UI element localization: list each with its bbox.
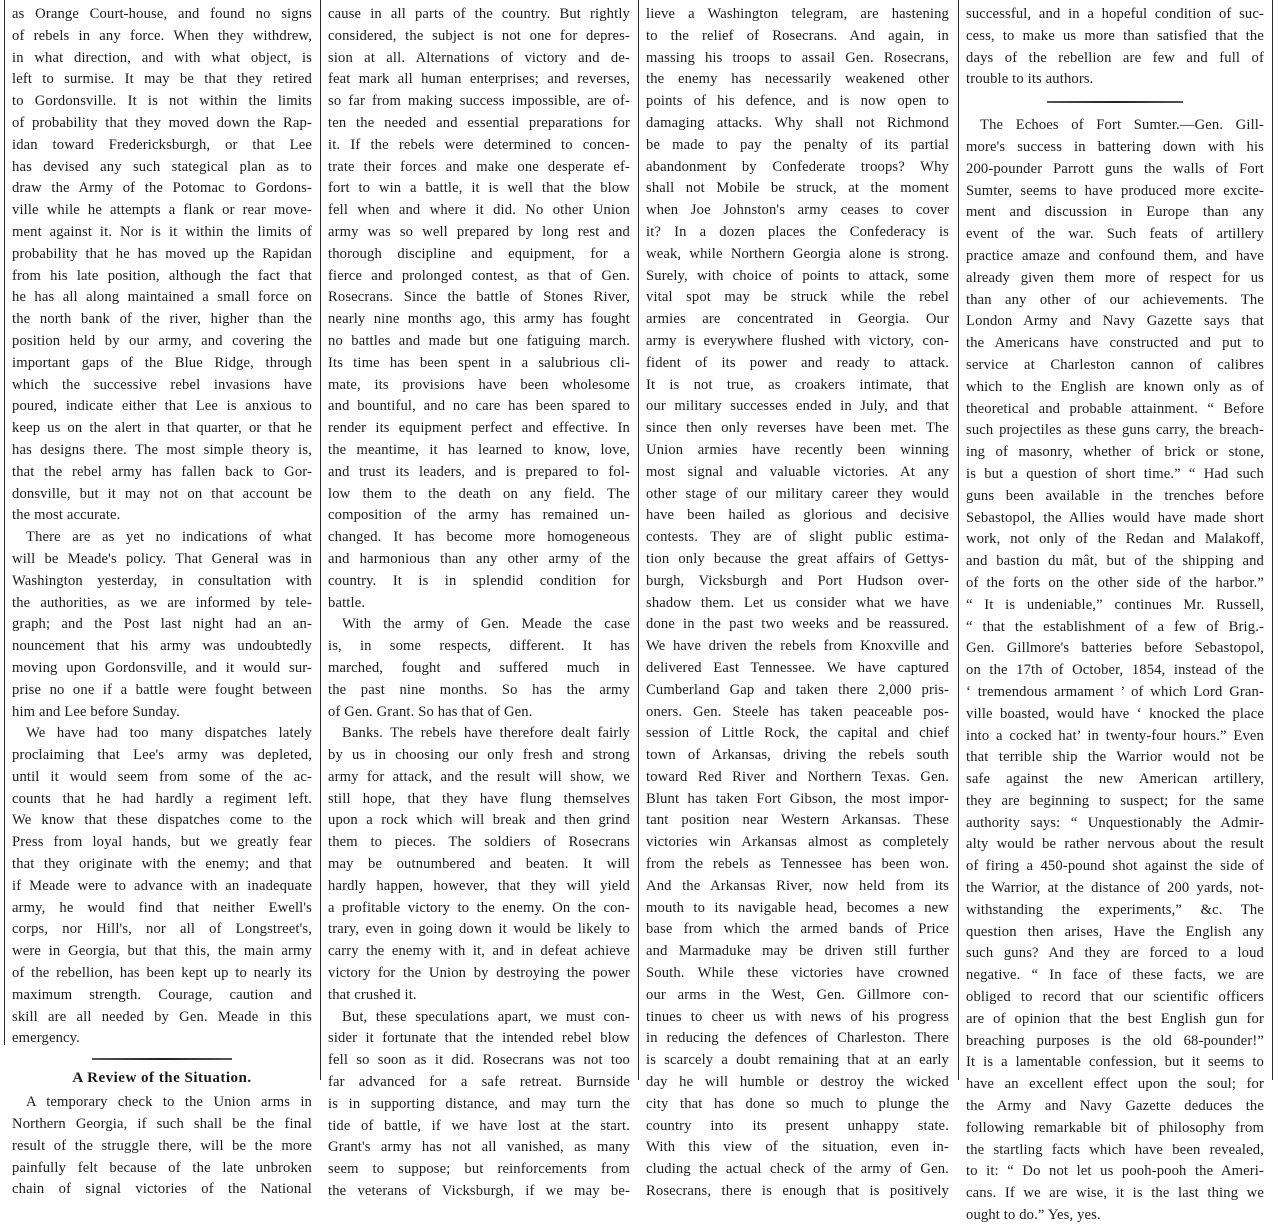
- text-line: Union armies have recently been winning: [646, 441, 949, 458]
- text-line: With this view of the situation, even in-: [646, 1139, 949, 1156]
- text-line: Blunt has taken Fort Gibson, the most impor-: [646, 790, 949, 807]
- text-line: trary, even in going down it would be likely to: [328, 921, 630, 938]
- text-line: tide of battle, if we have lost at the start.: [328, 1117, 630, 1134]
- text-line: carry the enemy with it, and in defeat achieve: [328, 943, 630, 960]
- text-line: tant position near Western Arkansas. These: [646, 812, 949, 829]
- text-line: A temporary check to the Union arms in: [26, 1094, 312, 1111]
- text-line: since then only reverses have been met. The: [646, 420, 949, 437]
- text-line: feat mark all human enterprises; and reverses,: [328, 71, 630, 88]
- text-line: work, not only of the Redan and Malakoff,: [966, 531, 1264, 548]
- text-line: city that has done so much to plunge the: [646, 1095, 949, 1112]
- column-rule-2: [638, 0, 639, 1080]
- text-line: fierce and prolonged contest, as that of Gen.: [328, 267, 630, 284]
- text-line: ing of masonry, whether of brick or stone,: [966, 444, 1264, 461]
- text-line: counts that he had hardly a regiment left.: [12, 790, 312, 807]
- text-line: as Orange Court-house, and found no signs: [12, 6, 312, 22]
- column-1-body-after: [12, 1092, 312, 1201]
- text-line: to it: “ Do not let us pooh-pooh the Ameri-: [966, 1163, 1264, 1180]
- text-line: it? In a dozen places the Confederacy is: [646, 223, 949, 240]
- text-line: session of Little Rock, the capital and chief: [646, 725, 949, 742]
- text-line: abandonment by Confederate troops? Why: [646, 158, 949, 175]
- text-line: chain of signal victories of the National: [12, 1181, 312, 1198]
- text-line: ville while he attempts a flank or rear move-: [12, 202, 312, 219]
- text-line: idan toward Fredericksburgh, or that Lee: [12, 136, 312, 153]
- text-line: that they originate with the enemy; and that: [12, 856, 312, 873]
- text-line: guns been available in the trenches before: [966, 487, 1264, 504]
- text-line: day he will humble or destroy the wicked: [646, 1074, 949, 1091]
- text-line: until it would seem from some of the ac-: [12, 768, 312, 785]
- text-line: and trust its leaders, and is prepared to fol-: [328, 463, 630, 480]
- text-line: Its time has been spent in a salubrious cli-: [328, 354, 630, 371]
- text-line: considered, the subject is not one for depres-: [328, 27, 630, 44]
- text-line: country into its present unhappy state.: [646, 1117, 949, 1134]
- text-line: shadow them. Let us consider what we have: [646, 594, 949, 611]
- text-line: other stage of our military career they would: [646, 485, 949, 502]
- text-line: and bastion du mât, but of the shipping and: [966, 553, 1264, 570]
- text-line: left to surmise. It may be that they retired: [12, 71, 312, 88]
- text-line: battle.: [328, 594, 366, 611]
- text-line: points of his defence, and is now open to: [646, 93, 949, 110]
- text-line: days of the rebellion are few and full of: [966, 49, 1264, 66]
- text-line: safe against the new American artillery,: [966, 771, 1264, 788]
- text-line: most signal and valuable victories. At any: [646, 463, 949, 480]
- text-line: thorough discipline and equipment, for a: [328, 245, 630, 262]
- text-line: low them to the death on any field. The: [328, 485, 630, 502]
- text-line: graph; and the Post last night had an an-: [12, 616, 312, 633]
- text-line: ment against it. Nor is it within the limits of: [12, 223, 312, 240]
- text-line: were in Georgia, but that this, the main army: [12, 943, 312, 960]
- text-line: corps, nor Hill's, nor all of Longstreet's,: [12, 921, 312, 938]
- text-line: lieve a Washington telegram, are hastening: [646, 6, 949, 22]
- text-line: and bountiful, and no care has been spared to: [328, 398, 630, 415]
- text-line: it. If the rebels were determined to concen-: [328, 136, 630, 153]
- text-line: in reducing the defences of Charleston. There: [646, 1030, 949, 1047]
- text-line: which to the English are known only as of: [966, 378, 1264, 395]
- text-line: fort to win a battle, it is well that the blow: [328, 180, 630, 197]
- text-line: practice amaze and confound them, and have: [966, 247, 1264, 264]
- column-4-body: [966, 4, 1264, 91]
- text-line: We know that these dispatches come to the: [12, 812, 312, 829]
- text-line: base from which the armed bands of Price: [646, 921, 949, 938]
- text-line: Sumter, seems to have produced more excite-: [966, 182, 1264, 199]
- text-line: probability that he has moved up the Rapidan: [12, 245, 312, 262]
- text-line: the Warrior, at the distance of 200 yards, not-: [966, 880, 1264, 897]
- text-line: oners. Gen. Steele has taken peaceable pos-: [646, 703, 949, 720]
- text-line: more's success in battering down with his: [966, 138, 1264, 155]
- text-line: result of the struggle there, will be the more: [12, 1137, 312, 1154]
- text-line: be made to pay the penalty of its partial: [646, 136, 949, 153]
- text-line: has designs there. The most simple theory is,: [12, 441, 312, 458]
- text-line: and harmonious than any other army of the: [328, 550, 630, 567]
- text-line: Washington yesterday, in consultation with: [12, 572, 312, 589]
- text-line: is, in some respects, different. It has: [328, 638, 630, 655]
- text-line: Rosecrans, there is enough that is positively: [646, 1183, 949, 1200]
- text-line: into a cocked hat’ in twenty-four hours.” Even: [966, 727, 1264, 744]
- text-line: fident of its power and ready to attack.: [646, 354, 949, 371]
- text-line: that crushed it.: [328, 986, 417, 1003]
- text-line: from his late position, although the fact that: [12, 267, 312, 284]
- text-line: such projectiles as these guns carry, the breach-: [966, 422, 1264, 439]
- text-line: the veterans of Vicksburgh, if we may be-: [328, 1183, 630, 1200]
- text-line: victories win Arkansas almost as completely: [646, 834, 949, 851]
- text-line: South. While these victories have crowned: [646, 965, 949, 982]
- text-line: town of Arkansas, driving the rebels south: [646, 747, 949, 764]
- text-line: render its equipment perfect and effective. In: [328, 420, 630, 437]
- text-line: they are beginning to suspect; for the same: [966, 792, 1264, 809]
- text-line: country. It is in splendid condition for: [328, 572, 630, 589]
- text-line: mate, its provisions have been wholesome: [328, 376, 630, 393]
- text-line: the enemy has necessarily weakened other: [646, 71, 949, 88]
- text-line: “ that the establishment of a few of Brig.-: [966, 618, 1264, 635]
- text-line: the north bank of the river, higher than the: [12, 311, 312, 328]
- text-line: prise no one if a battle were fought between: [12, 681, 312, 698]
- text-line: far advanced for a safe retreat. Burnside: [328, 1074, 630, 1091]
- text-line: Press from loyal hands, but we greatly fear: [12, 834, 312, 851]
- text-line: Sebastopol, the Allies would have made short: [966, 509, 1264, 526]
- text-line: burgh, Vicksburgh and Port Hudson over-: [646, 572, 949, 589]
- text-line: army is everywhere flushed with victory, con-: [646, 332, 949, 349]
- text-line: damaging attacks. Why shall not Richmond: [646, 114, 949, 131]
- text-line: maximum strength. Courage, caution and: [12, 986, 312, 1003]
- text-line: of firing a 450-pound shot against the side of: [966, 858, 1264, 875]
- text-line: sion at all. Alternations of victory and de-: [328, 49, 630, 66]
- text-line: event of the war. Such feats of artillery: [966, 226, 1264, 243]
- text-line: and Marmaduke may be driven still further: [646, 943, 949, 960]
- text-line: of Gen. Grant. So has that of Gen.: [328, 703, 533, 720]
- text-line: trate their forces and make one desperate ef-: [328, 158, 630, 175]
- text-line: if Meade were to advance with an inadequate: [12, 877, 312, 894]
- text-line: There are as yet no indications of what: [26, 529, 312, 546]
- text-line: the past nine months. So has the army: [328, 681, 630, 698]
- text-line: him and Lee before Sunday.: [12, 703, 180, 720]
- text-line: With the army of Gen. Meade the case: [342, 616, 630, 633]
- text-line: which the successive rebel invasions have: [12, 376, 312, 393]
- text-line: painfully felt because of the late unbroken: [12, 1159, 312, 1176]
- text-line: It is a lamentable confession, but it seems to: [966, 1054, 1264, 1071]
- text-line: is but a question of short time.” “ Had such: [966, 465, 1264, 482]
- text-line: will be Meade's policy. That General was in: [12, 550, 312, 567]
- text-line: them to pieces. The soldiers of Rosecrans: [328, 834, 630, 851]
- text-line: the authorities, as we are informed by tele-: [12, 594, 312, 611]
- text-line: weak, while Northern Georgia alone is strong.: [646, 245, 949, 262]
- text-line: the Americans have constructed and put to: [966, 335, 1264, 352]
- text-line: important gaps of the Blue Ridge, through: [12, 354, 312, 371]
- text-line: Rosecrans. Since the battle of Stones River,: [328, 289, 630, 306]
- text-line: question then arises, Have the English any: [966, 923, 1264, 940]
- text-line: donsville, but it may not on that account be: [12, 485, 312, 502]
- column-2-body: [328, 4, 630, 1203]
- text-line: keep us on the alert in that quarter, or that he: [12, 420, 312, 437]
- text-line: 200-pounder Parrott guns the walls of Fort: [966, 160, 1264, 177]
- text-line: already given them more of respect for us: [966, 269, 1264, 286]
- text-line: Northern Georgia, if such shall be the final: [12, 1116, 312, 1133]
- text-line: nouncement that his army was undoubtedly: [12, 638, 312, 655]
- text-line: vital spot may be struck while the rebel: [646, 289, 949, 306]
- text-line: delivered East Tennessee. We have captured: [646, 659, 949, 676]
- text-line: It is not true, as croakers intimate, that: [646, 376, 949, 393]
- text-line: the meantime, it has learned to know, love,: [328, 441, 630, 458]
- text-line: such guns? And they are forced to a loud: [966, 945, 1264, 962]
- column-4-body-after: [966, 115, 1264, 1227]
- article-column-1: [12, 4, 312, 1201]
- text-line: successful, and in a hopeful condition of suc-: [966, 6, 1264, 22]
- text-line: no battles and made but one fatiguing march.: [328, 332, 630, 349]
- text-line: the Army and Navy Gazette deduces the: [966, 1098, 1264, 1115]
- text-line: army for attack, and the result will show, we: [328, 768, 630, 785]
- text-line: withstanding the experiments,” &c. The: [966, 901, 1264, 918]
- text-line: moving upon Gordonsville, and it would sur-: [12, 659, 312, 676]
- text-line: the most accurate.: [12, 507, 121, 524]
- text-line: following remarkable bit of philosophy from: [966, 1119, 1264, 1136]
- column-1-body: [12, 4, 312, 1050]
- text-line: army, he would find that neither Ewell's: [12, 899, 312, 916]
- text-line: that terrible ship the Warrior would not be: [966, 749, 1264, 766]
- text-line: fell when and where it did. No other Union: [328, 202, 630, 219]
- column-rule-left: [4, 0, 5, 1045]
- text-line: marched, fought and suffered much in: [328, 659, 630, 676]
- text-line: seem to suppose; but reinforcements from: [328, 1161, 630, 1178]
- text-line: our arms in the West, Gen. Gillmore con-: [646, 986, 949, 1003]
- text-line: toward Red River and Northern Texas. Gen.: [646, 768, 949, 785]
- headline-review-of-situation: A Review of the Situation.: [72, 1070, 252, 1087]
- text-line: And the Arkansas River, now held from its: [646, 877, 949, 894]
- text-line: But, these speculations apart, we must con-: [342, 1008, 630, 1025]
- text-line: changed. It has become more homogeneous: [328, 529, 630, 546]
- text-line: cess, to make us more than satisfied that the: [966, 27, 1264, 44]
- text-line: army was so well prepared by long rest and: [328, 223, 630, 240]
- text-line: Grant's army has not all vanished, as many: [328, 1139, 630, 1156]
- text-line: Surely, with choice of points to attack, some: [646, 267, 949, 284]
- text-line: than any other of our achievements. The: [966, 291, 1264, 308]
- text-line: in what direction, and with what object, is: [12, 49, 312, 66]
- text-line: nearly nine months ago, this army has fought: [328, 311, 630, 328]
- text-line: the startling facts which have been revealed,: [966, 1141, 1264, 1158]
- column-3-body: [646, 4, 949, 1203]
- column-rule-1: [320, 0, 321, 1080]
- text-line: fell so soon as it did. Rosecrans was not too: [328, 1052, 630, 1069]
- text-line: so far from making success impossible, are of-: [328, 93, 630, 110]
- column-rule-3: [958, 0, 959, 1080]
- text-line: tinues to cheer us with news of his progress: [646, 1008, 949, 1025]
- text-line: proclaiming that Lee's army was depleted,: [12, 747, 312, 764]
- text-line: may be outnumbered and beaten. It will: [328, 856, 630, 873]
- text-line: armies are concentrated in Georgia. Our: [646, 311, 949, 328]
- text-line: authority says: “ Unquestionably the Admir-: [966, 814, 1264, 831]
- text-line: theoretical and probable attainment. “ Before: [966, 400, 1264, 417]
- article-column-3: [646, 4, 949, 1203]
- text-line: still hope, that they have flung themselves: [328, 790, 630, 807]
- text-line: that the rebel army has fallen back to Gor-: [12, 463, 312, 480]
- text-line: sider it fortunate that the intended rebel blow: [328, 1030, 630, 1047]
- section-separator: [1047, 101, 1183, 103]
- text-line: shall not Mobile be struck, at the moment: [646, 180, 949, 197]
- text-line: poured, indicate either that Lee is anxious to: [12, 398, 312, 415]
- text-line: Cumberland Gap and taken there 2,000 pris-: [646, 681, 949, 698]
- text-line: upon a rock which will break and then grind: [328, 812, 630, 829]
- text-line: trouble to its authors.: [966, 71, 1094, 88]
- text-line: The Echoes of Fort Sumter.—Gen. Gill-: [980, 117, 1264, 134]
- column-rule-right: [1272, 0, 1273, 1080]
- text-line: London Army and Navy Gazette says that: [966, 313, 1264, 330]
- text-line: hardly happen, however, that they will yield: [328, 877, 630, 894]
- text-line: have an excellent effect upon the soul; for: [966, 1076, 1264, 1093]
- text-line: Gen. Gillmore's batteries before Sebastopol,: [966, 640, 1264, 657]
- text-line: skill are all needed by Gen. Meade in this: [12, 1008, 312, 1025]
- text-line: ought to do.” Yes, yes.: [966, 1207, 1101, 1224]
- text-line: have been hailed as glorious and decisive: [646, 507, 949, 524]
- section-separator: [92, 1058, 232, 1060]
- text-line: service at Charleston cannon of calibres: [966, 356, 1264, 373]
- text-line: emergency.: [12, 1030, 80, 1047]
- text-line: of rebels in any force. When they withdrew,: [12, 27, 312, 44]
- text-line: of the forts on the other side of the harbor.”: [966, 574, 1264, 591]
- text-line: are of opinion that the best English gun for: [966, 1010, 1264, 1027]
- text-line: alty would be rather nervous about the result: [966, 836, 1264, 853]
- text-line: of probability that they moved down the Rap-: [12, 114, 312, 131]
- text-line: “ It is undeniable,” continues Mr. Russell,: [966, 596, 1264, 613]
- text-line: negative. “ In face of these facts, we are: [966, 967, 1264, 984]
- text-line: draw the Army of the Potomac to Gordons-: [12, 180, 312, 197]
- text-line: a profitable victory to the enemy. On the con-: [328, 899, 630, 916]
- text-line: We have driven the rebels from Knoxville and: [646, 638, 949, 655]
- text-line: breaching purposes is the old 68-pounder!”: [966, 1032, 1264, 1049]
- text-line: is in supporting distance, and may turn the: [328, 1095, 630, 1112]
- text-line: victory for the Union by destroying the power: [328, 965, 630, 982]
- article-column-4: [966, 4, 1264, 1227]
- text-line: ment and discussion in Europe than any: [966, 204, 1264, 221]
- text-line: Banks. The rebels have therefore dealt fairly: [342, 725, 630, 742]
- text-line: contests. They are of slight public estima-: [646, 529, 949, 546]
- text-line: mouth to its navigable head, becomes a new: [646, 899, 949, 916]
- text-line: position held by our army, and covering the: [12, 332, 312, 349]
- text-line: cluding the actual check of the army of Gen.: [646, 1161, 949, 1178]
- text-line: is scarcely a doubt remaining that at an early: [646, 1052, 949, 1069]
- text-line: of the rebellion, has been kept up to nearly its: [12, 965, 312, 982]
- text-line: done in the past two weeks and be reassured.: [646, 616, 949, 633]
- text-line: tion only because the great affairs of Gettys-: [646, 550, 949, 567]
- text-line: has devised any such stategical plan as to: [12, 158, 312, 175]
- text-line: ville boasted, would have ‘ knocked the place: [966, 705, 1264, 722]
- text-line: composition of the army has remained un-: [328, 507, 630, 524]
- text-line: by us in choosing our only fresh and strong: [328, 747, 630, 764]
- text-line: massing his troops to assail Gen. Rosecrans,: [646, 49, 949, 66]
- text-line: cans. If we are wise, it is the last thing we: [966, 1185, 1264, 1202]
- text-line: our military successes ended in July, and that: [646, 398, 949, 415]
- text-line: to the relief of Rosecrans. And again, in: [646, 27, 949, 44]
- article-column-2: [328, 4, 630, 1203]
- text-line: he has all along maintained a small force on: [12, 289, 312, 306]
- text-line: ten the needed and essential preparations for: [328, 114, 630, 131]
- text-line: when Joe Johnston's army ceases to cover: [646, 202, 949, 219]
- text-line: from the rebels as Tennessee has been won.: [646, 856, 949, 873]
- text-line: to Gordonsville. It is not within the limits: [12, 93, 312, 110]
- text-line: cause in all parts of the country. But rightly: [328, 6, 630, 22]
- text-line: We have had too many dispatches lately: [26, 725, 312, 742]
- text-line: ‘ tremendous armament ’ of which Lord Gran-: [966, 683, 1264, 700]
- text-line: on the 17th of October, 1854, instead of the: [966, 662, 1264, 679]
- text-line: obliged to record that our scientific officers: [966, 989, 1264, 1006]
